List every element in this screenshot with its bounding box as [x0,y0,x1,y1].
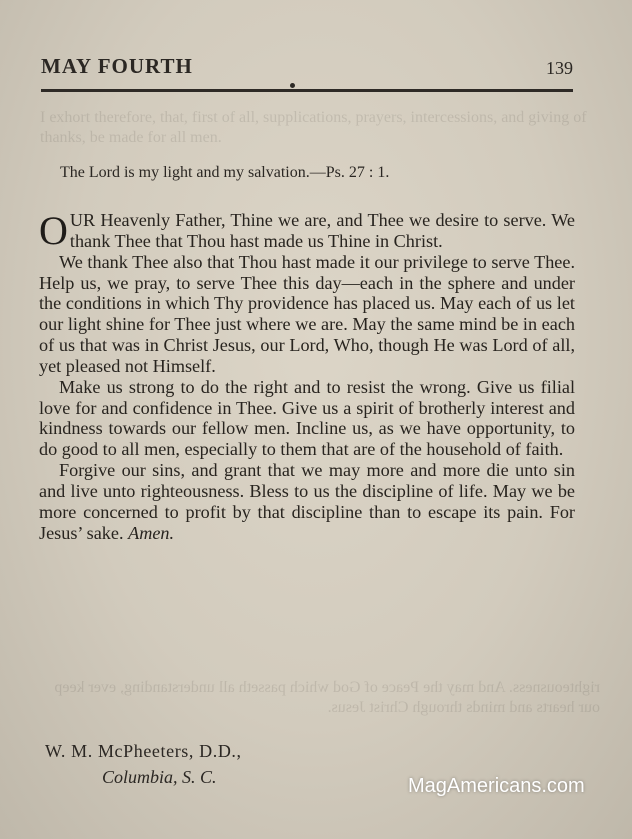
bleed-through-top: I exhort therefore, that, first of all, supplications, prayers, intercessions, and giving of thanks, be made for all men. [40,109,587,146]
drop-cap: O [39,208,68,253]
scripture-epigraph: The Lord is my light and my salvation.—Ps. 27 : 1. [60,164,390,181]
amen: Amen. [128,522,175,543]
site-watermark: MagAmericans.com [408,775,585,797]
prayer-paragraph-3: Make us strong to do the right and to resist the wrong. Give us filial love for and confidence in Thee. Give us a spirit of brotherly interest and kindness towards our fellow men. Incline us, as we have opportunity, to do good to all men, especially to them that are of the household of faith. [39,376,575,460]
bleed-through-bottom: righteousness. And may the Peace of God which passeth all understanding, ever keep our hearts and minds through Christ Jesus. [54,679,600,716]
prayer-body [39,210,575,544]
header-ornament [290,83,295,88]
prayer-paragraph-4 [39,460,575,543]
page-number: 139 [546,58,573,78]
author-signature [45,738,345,790]
page-title: MAY FOURTH [41,54,193,78]
author-name: W. M. McPheeters, D.D., [45,741,242,761]
prayer-paragraph-4-text: Forgive our sins, and grant that we may more and more die unto sin and live unto righteousness. Bless to us the discipline of life. May we be more concerned to profit by that discipline than to escape its pain. For Jesus’ sake. [39,460,575,543]
prayer-paragraph-1-text: UR Heavenly Father, Thine we are, and Thee we desire to serve. We thank Thee that Thou hast made us Thine in Christ. [69,210,575,251]
prayer-paragraph-2: We thank Thee also that Thou hast made it our privilege to serve Thee. Help us, we pray, to serve Thee this day—each in the sphere and under the conditions in which Thy providence has placed us. May each of us let our light shine for Thee just where we are. May the same mind be in each of us that was in Christ Jesus, our Lord, Who, though He was Lord of all, yet pleased not Himself. [39,251,575,376]
author-location: Columbia, S. C. [102,767,217,787]
header-rule [41,89,573,92]
running-head [41,54,577,80]
prayer-paragraph-1 [39,210,575,252]
